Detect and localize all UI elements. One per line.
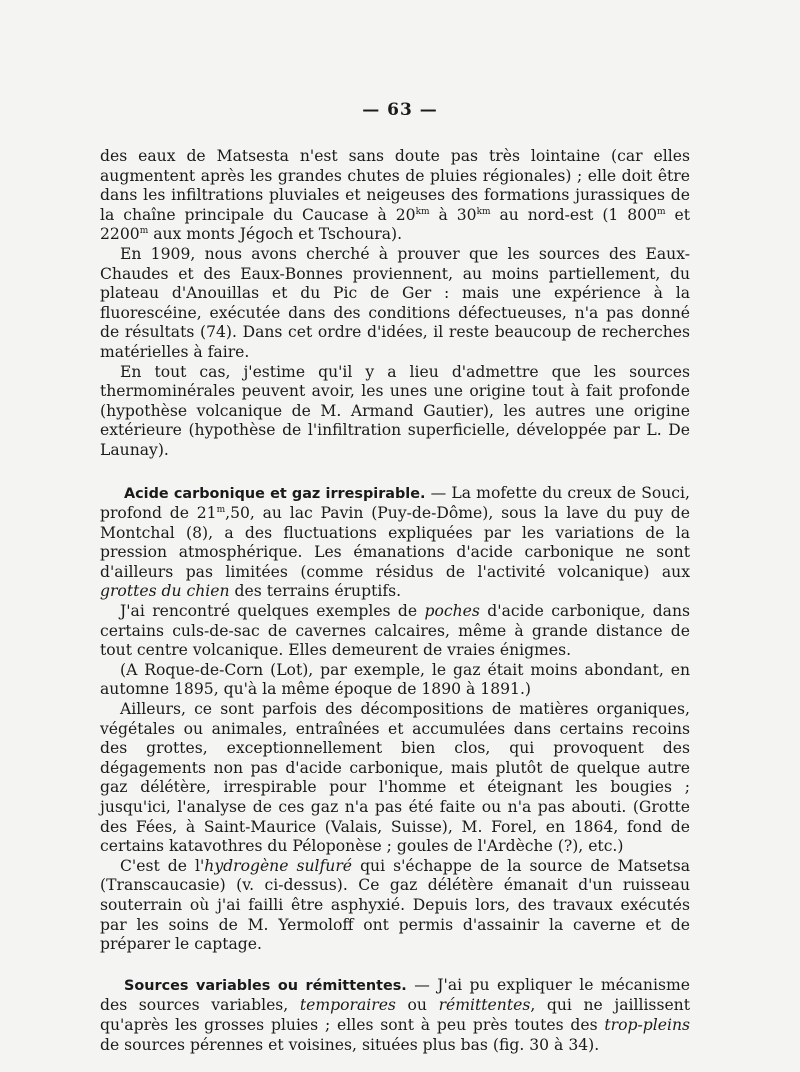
paragraph-ailleurs: Ailleurs, ce sont parfois des décompositions de matières organiques, végétales ou animales, entraînées et accumulées dans certains recoins des grottes, exceptionnellement bien clos, qui provoquent des dégagements non pas d'acide carbonique, mais plutôt de quelque autre gaz délétère, irrespirable pour l'homme et éteignant les bougies ; jusqu'ici, l'analyse de ces gaz n'a pas été faite ou n'a pas abouti. (Grotte des Fées, à Saint-Maurice (Valais, Suisse), M. Forel, en 1864, fond de certains katavothres du Péloponèse ; goules de l'Ardèche (?), etc.) [100,700,690,856]
paragraph-matsesta-origin: des eaux de Matsesta n'est sans doute pas très lointaine (car elles augmentent après les grandes chutes de pluies régionales) ; elle doit être dans les infiltrations pluviales et neigeuses des formations jurassiques de la chaîne principale du Caucase à $20^{km}$ à $30^{km}$ au nord-est (1 800$^m$ et 2200$^m$ aux monts Jégoch et Tschoura). [100,147,690,244]
section-sources-variables: Sources variables ou rémittentes. — J'ai pu expliquer le mécanisme des sources variables, temporaires ou rémittentes, qui ne jaillissent qu'après les grosses pluies ; elles sont à peu près toutes des trop-pleins de sources pérennes et voisines, situées plus bas (fig. 30 à 34). [100,975,690,1054]
paragraph-roque-de-corn: (A Roque-de-Corn (Lot), par exemple, le gaz était moins abondant, en automne 1895, qu'à la même époque de 1890 à 1891.) [100,660,690,699]
paragraph-poches: J'ai rencontré quelques exemples de poches d'acide carbonique, dans certains culs-de-sac de cavernes calcaires, même à grande distance de tout centre volcanique. Elles demeurent de vraies énigmes. [100,602,690,660]
section-heading-sources-variables: Sources variables ou rémittentes. [124,977,407,994]
section-heading-acide-carbonique: Acide carbonique et gaz irrespirable. [124,485,426,502]
section-acide-carbonique: Acide carbonique et gaz irrespirable. — La mofette du creux de Souci, profond de 21$^m$,50, au lac Pavin (Puy-de-Dôme), sous la lave du puy de Montchal (8), a des fluctuations expliquées par les variations de la pression atmosphérique. Les émanations d'acide carbonique ne sont d'ailleurs pas limitées (comme résidus de l'activité volcanique) aux grottes du chien des terrains éruptifs. [100,483,690,601]
paragraph-hydrogene-sulfure: C'est de l'hydrogène sulfuré qui s'échappe de la source de Matsetsa (Transcaucasie) (v. ci-dessus). Ce gaz délétère émanait d'un ruisseau souterrain où j'ai failli être asphyxié. Depuis lors, des travaux exécutés par les soins de M. Yermoloff ont permis d'assainir la caverne et de préparer le captage. [100,856,690,954]
page-number: — 63 — [362,100,438,120]
page-body [100,147,690,1055]
paragraph-eaux-chaudes: En 1909, nous avons cherché à prouver que les sources des Eaux-Chaudes et des Eaux-Bonnes proviennent, au moins partiellement, du plateau d'Anouillas et du Pic de Ger : mais une expérience à la fluorescéine, exécutée dans des conditions défectueuses, n'a pas donné de résultats (74). Dans cet ordre d'idées, il reste beaucoup de recherches matérielles à faire. [100,244,690,361]
paragraph-thermominerales: En tout cas, j'estime qu'il y a lieu d'admettre que les sources thermominérales peuvent avoir, les unes une origine tout à fait profonde (hypothèse volcanique de M. Armand Gautier), les autres une origine extérieure (hypothèse de l'infiltration superficielle, développée par L. De Launay). [100,362,690,459]
